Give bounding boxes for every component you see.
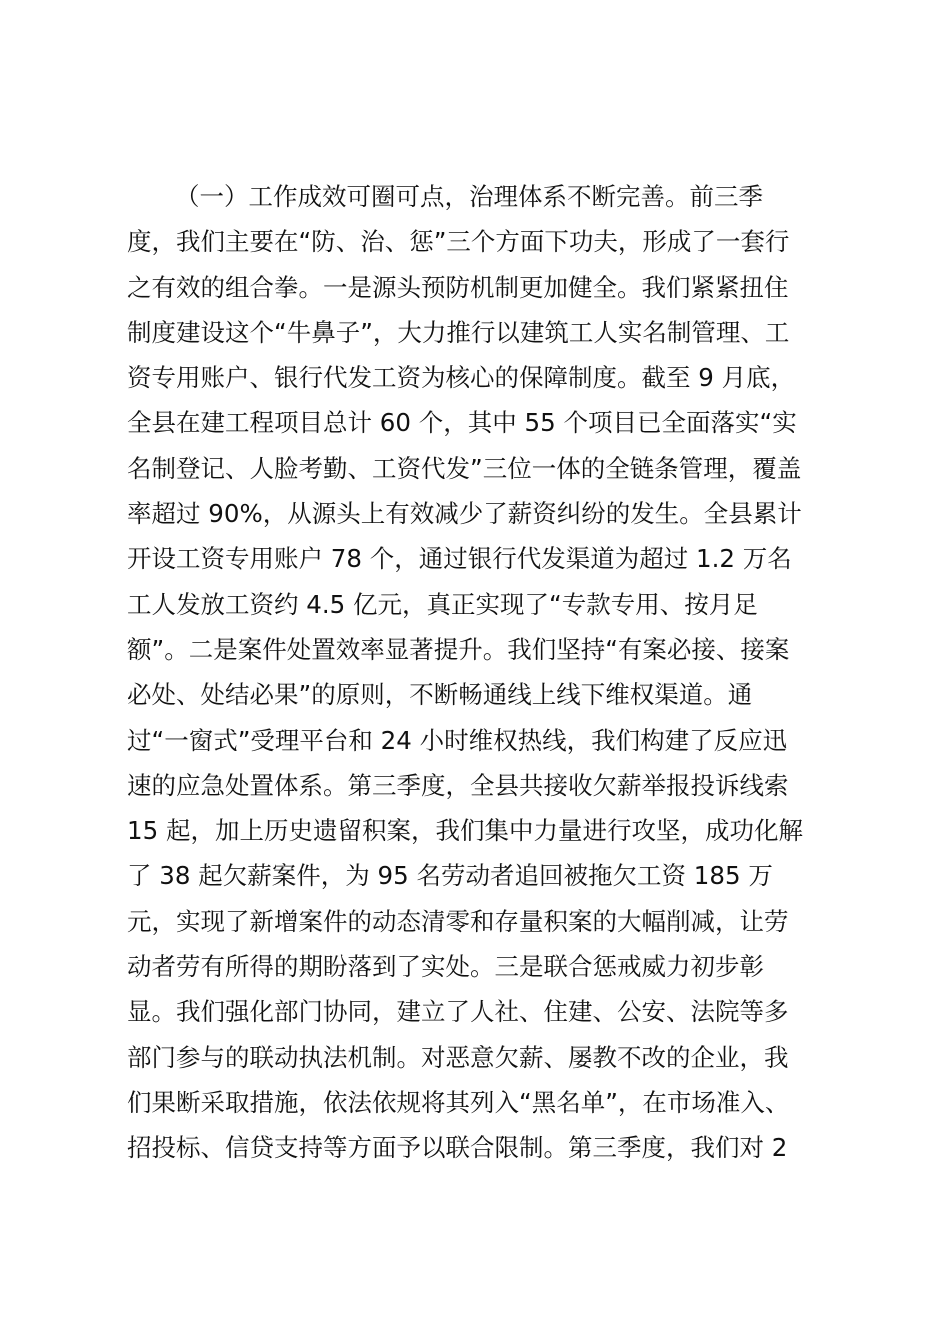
paragraph-line: （一）工作成效可圈可点，治理体系不断完善。前三季 (175, 182, 763, 211)
paragraph-line: 开设工资专用账户 78 个，通过银行代发渠道为超过 1.2 万名 (127, 544, 792, 574)
paragraph-line: 额”。二是案件处置效率显著提升。我们坚持“有案必接、接案 (127, 634, 790, 664)
paragraph-line: 部门参与的联动执法机制。对恶意欠薪、屡教不改的企业，我 (127, 1042, 789, 1072)
paragraph-line: 率超过 90%，从源头上有效减少了薪资纠纷的发生。全县累计 (127, 499, 802, 529)
paragraph-line: 动者劳有所得的期盼落到了实处。三是联合惩戒威力初步彰 (127, 952, 764, 982)
paragraph-line: 了 38 起欠薪案件，为 95 名劳动者追回被拖欠工资 185 万 (127, 861, 773, 891)
paragraph-line: 元，实现了新增案件的动态清零和存量积案的大幅削减，让劳 (127, 906, 789, 936)
paragraph-line: 招投标、信贷支持等方面予以联合限制。第三季度，我们对 2 (127, 1133, 788, 1163)
paragraph-line: 们果断采取措施，依法依规将其列入“黑名单”，在市场准入、 (127, 1087, 790, 1117)
paragraph-line: 全县在建工程项目总计 60 个，其中 55 个项目已全面落实“实 (127, 408, 797, 438)
paragraph-line: 资专用账户、银行代发工资为核心的保障制度。截至 9 月底， (127, 363, 796, 393)
paragraph-line: 工人发放工资约 4.5 亿元，真正实现了“专款专用、按月足 (127, 589, 758, 619)
paragraph-line: 度，我们主要在“防、治、惩”三个方面下功夫，形成了一套行 (127, 227, 790, 257)
paragraph-line: 过“一窗式”受理平台和 24 小时维权热线，我们构建了反应迅 (127, 725, 788, 755)
paragraph-line: 必处、处结必果”的原则，不断畅通线上线下维权渠道。通 (127, 680, 753, 710)
paragraph-line: 之有效的组合拳。一是源头预防机制更加健全。我们紧紧扭住 (127, 272, 789, 302)
paragraph-line: 名制登记、人脸考勤、工资代发”三位一体的全链条管理，覆盖 (127, 453, 802, 483)
paragraph-line: 15 起，加上历史遗留积案，我们集中力量进行攻坚，成功化解 (127, 816, 803, 846)
body-paragraph (127, 174, 832, 1171)
paragraph-line: 制度建设这个“牛鼻子”，大力推行以建筑工人实名制管理、工 (127, 317, 790, 347)
paragraph-line: 速的应急处置体系。第三季度，全县共接收欠薪举报投诉线索 (127, 770, 789, 800)
paragraph-line: 显。我们强化部门协同，建立了人社、住建、公安、法院等多 (127, 997, 789, 1027)
